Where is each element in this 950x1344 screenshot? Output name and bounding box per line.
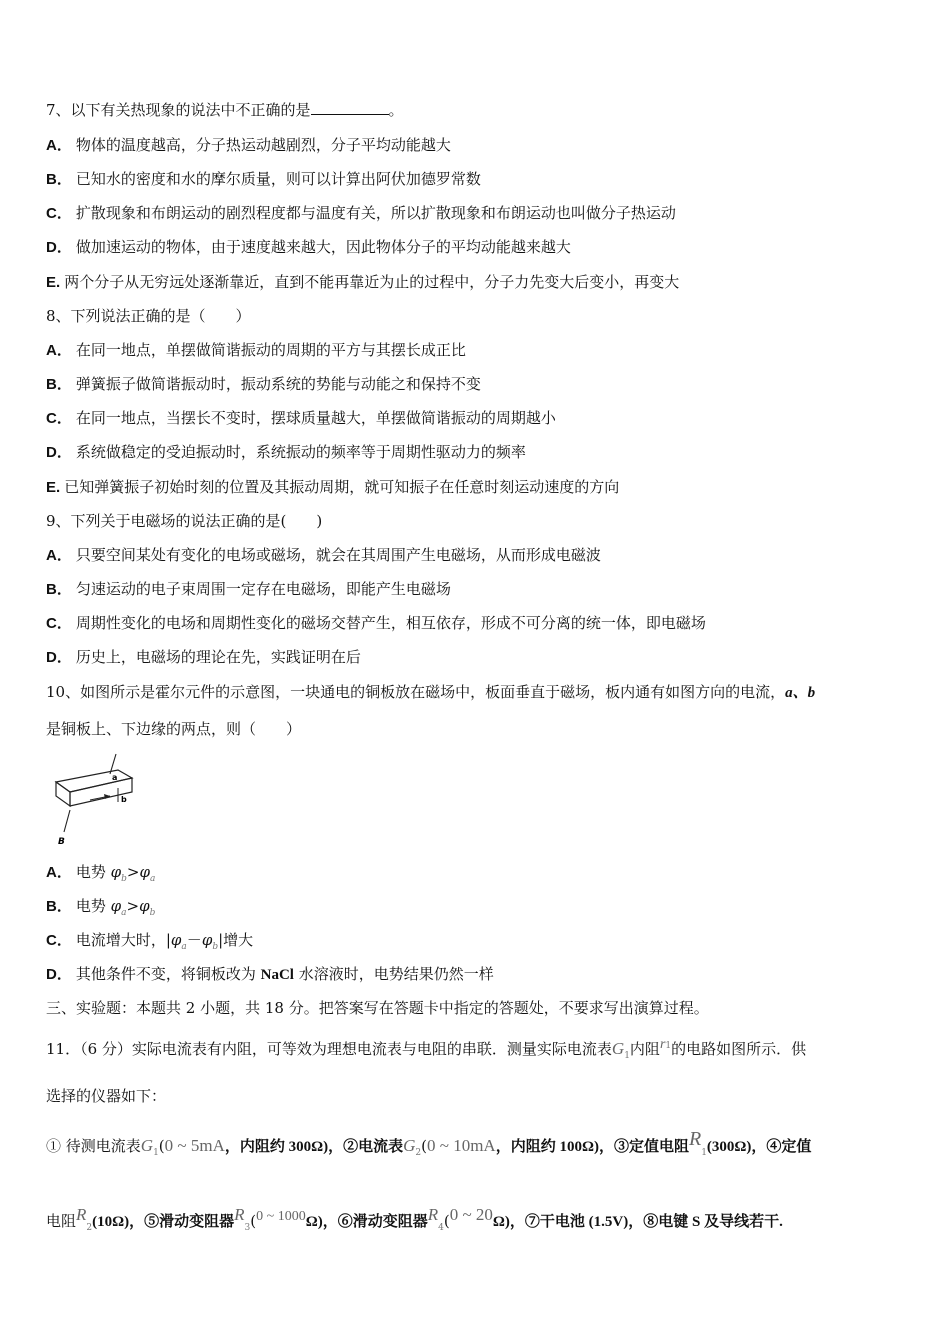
symbol-g1: G [140, 1136, 154, 1155]
option-text: 弹簧振子做简谐振动时，振动系统的势能与动能之和保持不变 [75, 375, 481, 393]
q7-option-c [46, 202, 676, 225]
q11-text: 电阻 [46, 1212, 77, 1230]
option-key: C． [46, 615, 72, 632]
symbol-r1: r [659, 1037, 666, 1052]
q11-line4: 电阻$R_2(10\Omega)$，⑤滑动变阻器$R_3(0$ ~ 1000Ω)，⑥滑动变阻器$R_4(0$ ~ 20Ω)，⑦干电池 (1.5V)，⑧电键 S 及导线若干. [46, 1205, 783, 1233]
option-text: 水溶液时，电势结果仍然一样 [293, 965, 494, 983]
option-key: D． [46, 444, 72, 461]
symbol-r4: R [427, 1205, 439, 1224]
option-key: C． [46, 932, 72, 949]
subscript: 1 [665, 1041, 672, 1051]
q9-option-a [46, 544, 601, 567]
range-value: 0 ~ 5mA [164, 1136, 225, 1155]
subscript: 2 [86, 1223, 93, 1233]
option-text: 匀速运动的电子束周围一定存在电磁场，即能产生电磁场 [75, 580, 451, 598]
option-key: D． [46, 239, 72, 256]
option-key: B． [46, 581, 72, 598]
q7-option-b [46, 168, 481, 191]
option-key: D． [46, 966, 72, 983]
q8-stem: 8、下列说法正确的是（ ） [46, 307, 251, 325]
option-key: E. [46, 479, 61, 496]
option-key: C． [46, 410, 72, 427]
subscript: 4 [438, 1223, 444, 1233]
q10-stem-line2: 是铜板上、下边缘的两点，则（ ） [46, 720, 302, 738]
q10-option-d [46, 963, 494, 986]
section-3-title: 三、实验题：本题共 2 小题，共 18 分。把答案写在答题卡中指定的答题处，不要求写出演算过程。 [46, 999, 709, 1017]
nacl-formula: NaCl [260, 967, 294, 983]
q9-stem: 9、下列关于电磁场的说法正确的是( ) [46, 512, 323, 530]
q11-text: ，内阻约 300Ω)，②电流表 [224, 1139, 404, 1155]
symbol-g2: G [403, 1136, 416, 1155]
subscript: 1 [624, 1051, 630, 1061]
subscript: 2 [415, 1148, 422, 1158]
q11-text: ① 待测电流表 [46, 1137, 141, 1155]
phi-symbol: φ [201, 931, 213, 949]
q11-text: 内阻 [629, 1040, 660, 1058]
option-key: A． [46, 547, 72, 564]
option-text: 周期性变化的电场和周期性变化的磁场交替产生，相互依存，形成不可分离的统一体，即电磁场 [75, 614, 706, 632]
option-key: B． [46, 898, 72, 915]
q7-stem [46, 99, 404, 121]
q8-option-a [46, 339, 466, 362]
q11-line2: 选择的仪器如下： [46, 1087, 167, 1105]
q7-option-d [46, 236, 571, 259]
q11-text: (10Ω)，⑤滑动变阻器 [92, 1214, 235, 1230]
q7-option-a [46, 134, 451, 157]
q7-stem-end: 。 [388, 101, 404, 119]
subscript: b [121, 874, 127, 884]
option-text: 其他条件不变，将铜板改为 [75, 965, 261, 983]
q9-option-b [46, 578, 451, 601]
option-text: 物体的温度越高，分子热运动越剧烈，分子平均动能越大 [75, 136, 451, 154]
q10-stem-line1 [46, 681, 815, 704]
option-text: 历史上，电磁场的理论在先，实践证明在后 [75, 648, 361, 666]
q10-option-a [46, 861, 155, 890]
q11-text: Ω)，⑦干电池 (1.5V)，⑧电键 S 及导线若干. [492, 1214, 783, 1230]
label-B: B [58, 837, 65, 847]
subscript: b [149, 908, 156, 918]
q8-option-b [46, 373, 481, 396]
q10-points-ab: a、b [785, 685, 816, 701]
option-text: 电势 [75, 897, 111, 915]
q9-option-d [46, 646, 361, 669]
option-text: 两个分子从无穷远处逐渐靠近，直到不能再靠近为止的过程中，分子力先变大后变小，再变大 [64, 273, 680, 291]
option-text: 已知水的密度和水的摩尔质量，则可以计算出阿伏加德罗常数 [75, 170, 481, 188]
option-text: 电流增大时，| [75, 931, 171, 949]
q11-text: ，内阻约 100Ω)，③定值电阻 [495, 1139, 689, 1155]
phi-symbol: φ [170, 931, 182, 949]
subscript: 3 [244, 1223, 251, 1233]
q11-text: Ω)，⑥滑动变阻器 [305, 1214, 428, 1230]
q11-line3: ① 待测电流表$G_1(0$ ~ 5mA，内阻约 300Ω)，②电流表$G_2(0$ ~ 10mA，内阻约 100Ω)，③定值电阻$R_1(300\Omega)$，④定值 [46, 1128, 812, 1158]
option-text: 在同一地点，单摆做简谐振动的周期的平方与其摆长成正比 [75, 341, 466, 359]
option-text: 电势 [75, 863, 111, 881]
q7-answer-blank [311, 100, 389, 115]
q8-option-d [46, 441, 526, 464]
range-value: 0 ~ 1000 [256, 1209, 306, 1224]
option-text: 在同一地点，当摆长不变时，摆球质量越大，单摆做简谐振动的周期越小 [75, 409, 556, 427]
q9-option-c [46, 612, 706, 635]
q11-text: (300Ω)，④定值 [706, 1139, 812, 1155]
symbol-r2: R [76, 1205, 87, 1224]
q7-option-e [46, 271, 679, 294]
symbol-r3: R [234, 1205, 245, 1224]
operator: > [126, 863, 140, 881]
label-b: b [121, 795, 127, 804]
subscript: a [181, 942, 187, 952]
option-text: |增大 [218, 931, 254, 949]
subscript: a [121, 908, 127, 918]
q8-option-c [46, 407, 556, 430]
option-key: C． [46, 205, 72, 222]
q10-option-c [46, 929, 253, 958]
range-value: 0 ~ 20 [449, 1205, 493, 1224]
q11-line1 [46, 1034, 806, 1067]
symbol-g1: G [611, 1039, 625, 1058]
option-key: A． [46, 342, 72, 359]
phi-symbol: φ [110, 897, 122, 915]
q7-stem-text: 7、以下有关热现象的说法中不正确的是 [46, 101, 311, 119]
subscript: b [212, 942, 219, 952]
option-text: 只要空间某处有变化的电场或磁场，就会在其周围产生电磁场，从而形成电磁波 [75, 546, 601, 564]
hall-element-figure [46, 752, 146, 852]
option-key: A． [46, 864, 72, 881]
phi-symbol: φ [139, 863, 150, 881]
subscript: 1 [153, 1148, 159, 1158]
operator: > [126, 897, 140, 915]
q11-text: 的电路如图所示．供 [671, 1040, 807, 1058]
option-text: 系统做稳定的受迫振动时，系统振动的频率等于周期性驱动力的频率 [75, 443, 526, 461]
subscript: 1 [701, 1148, 707, 1158]
option-key: E. [46, 274, 61, 291]
option-key: B． [46, 171, 72, 188]
q11-text: 11．（6 分）实际电流表有内阻，可等效为理想电流表与电阻的串联．测量实际电流表 [46, 1040, 612, 1058]
q8-option-e [46, 476, 619, 499]
q10-stem-text: 10、如图所示是霍尔元件的示意图，一块通电的铜板放在磁场中，板面垂直于磁场，板内通有如图方向的电流， [46, 683, 786, 701]
subscript: a [150, 874, 156, 884]
symbol-r1: R [688, 1128, 702, 1150]
option-text: 已知弹簧振子初始时刻的位置及其振动周期，就可知振子在任意时刻运动速度的方向 [64, 478, 620, 496]
option-key: A． [46, 137, 72, 154]
q10-option-b [46, 895, 155, 924]
option-key: D． [46, 649, 72, 666]
label-a: a [112, 773, 118, 782]
option-key: B． [46, 376, 72, 393]
option-text: 扩散现象和布朗运动的剧烈程度都与温度有关，所以扩散现象和布朗运动也叫做分子热运动 [75, 204, 676, 222]
phi-symbol: φ [110, 863, 122, 881]
field-line-bottom [64, 810, 70, 832]
phi-symbol: φ [139, 897, 150, 915]
range-value: 0 ~ 10mA [427, 1136, 496, 1155]
option-text: 做加速运动的物体，由于速度越来越大，因此物体分子的平均动能越来越大 [75, 238, 571, 256]
operator: － [186, 931, 202, 949]
